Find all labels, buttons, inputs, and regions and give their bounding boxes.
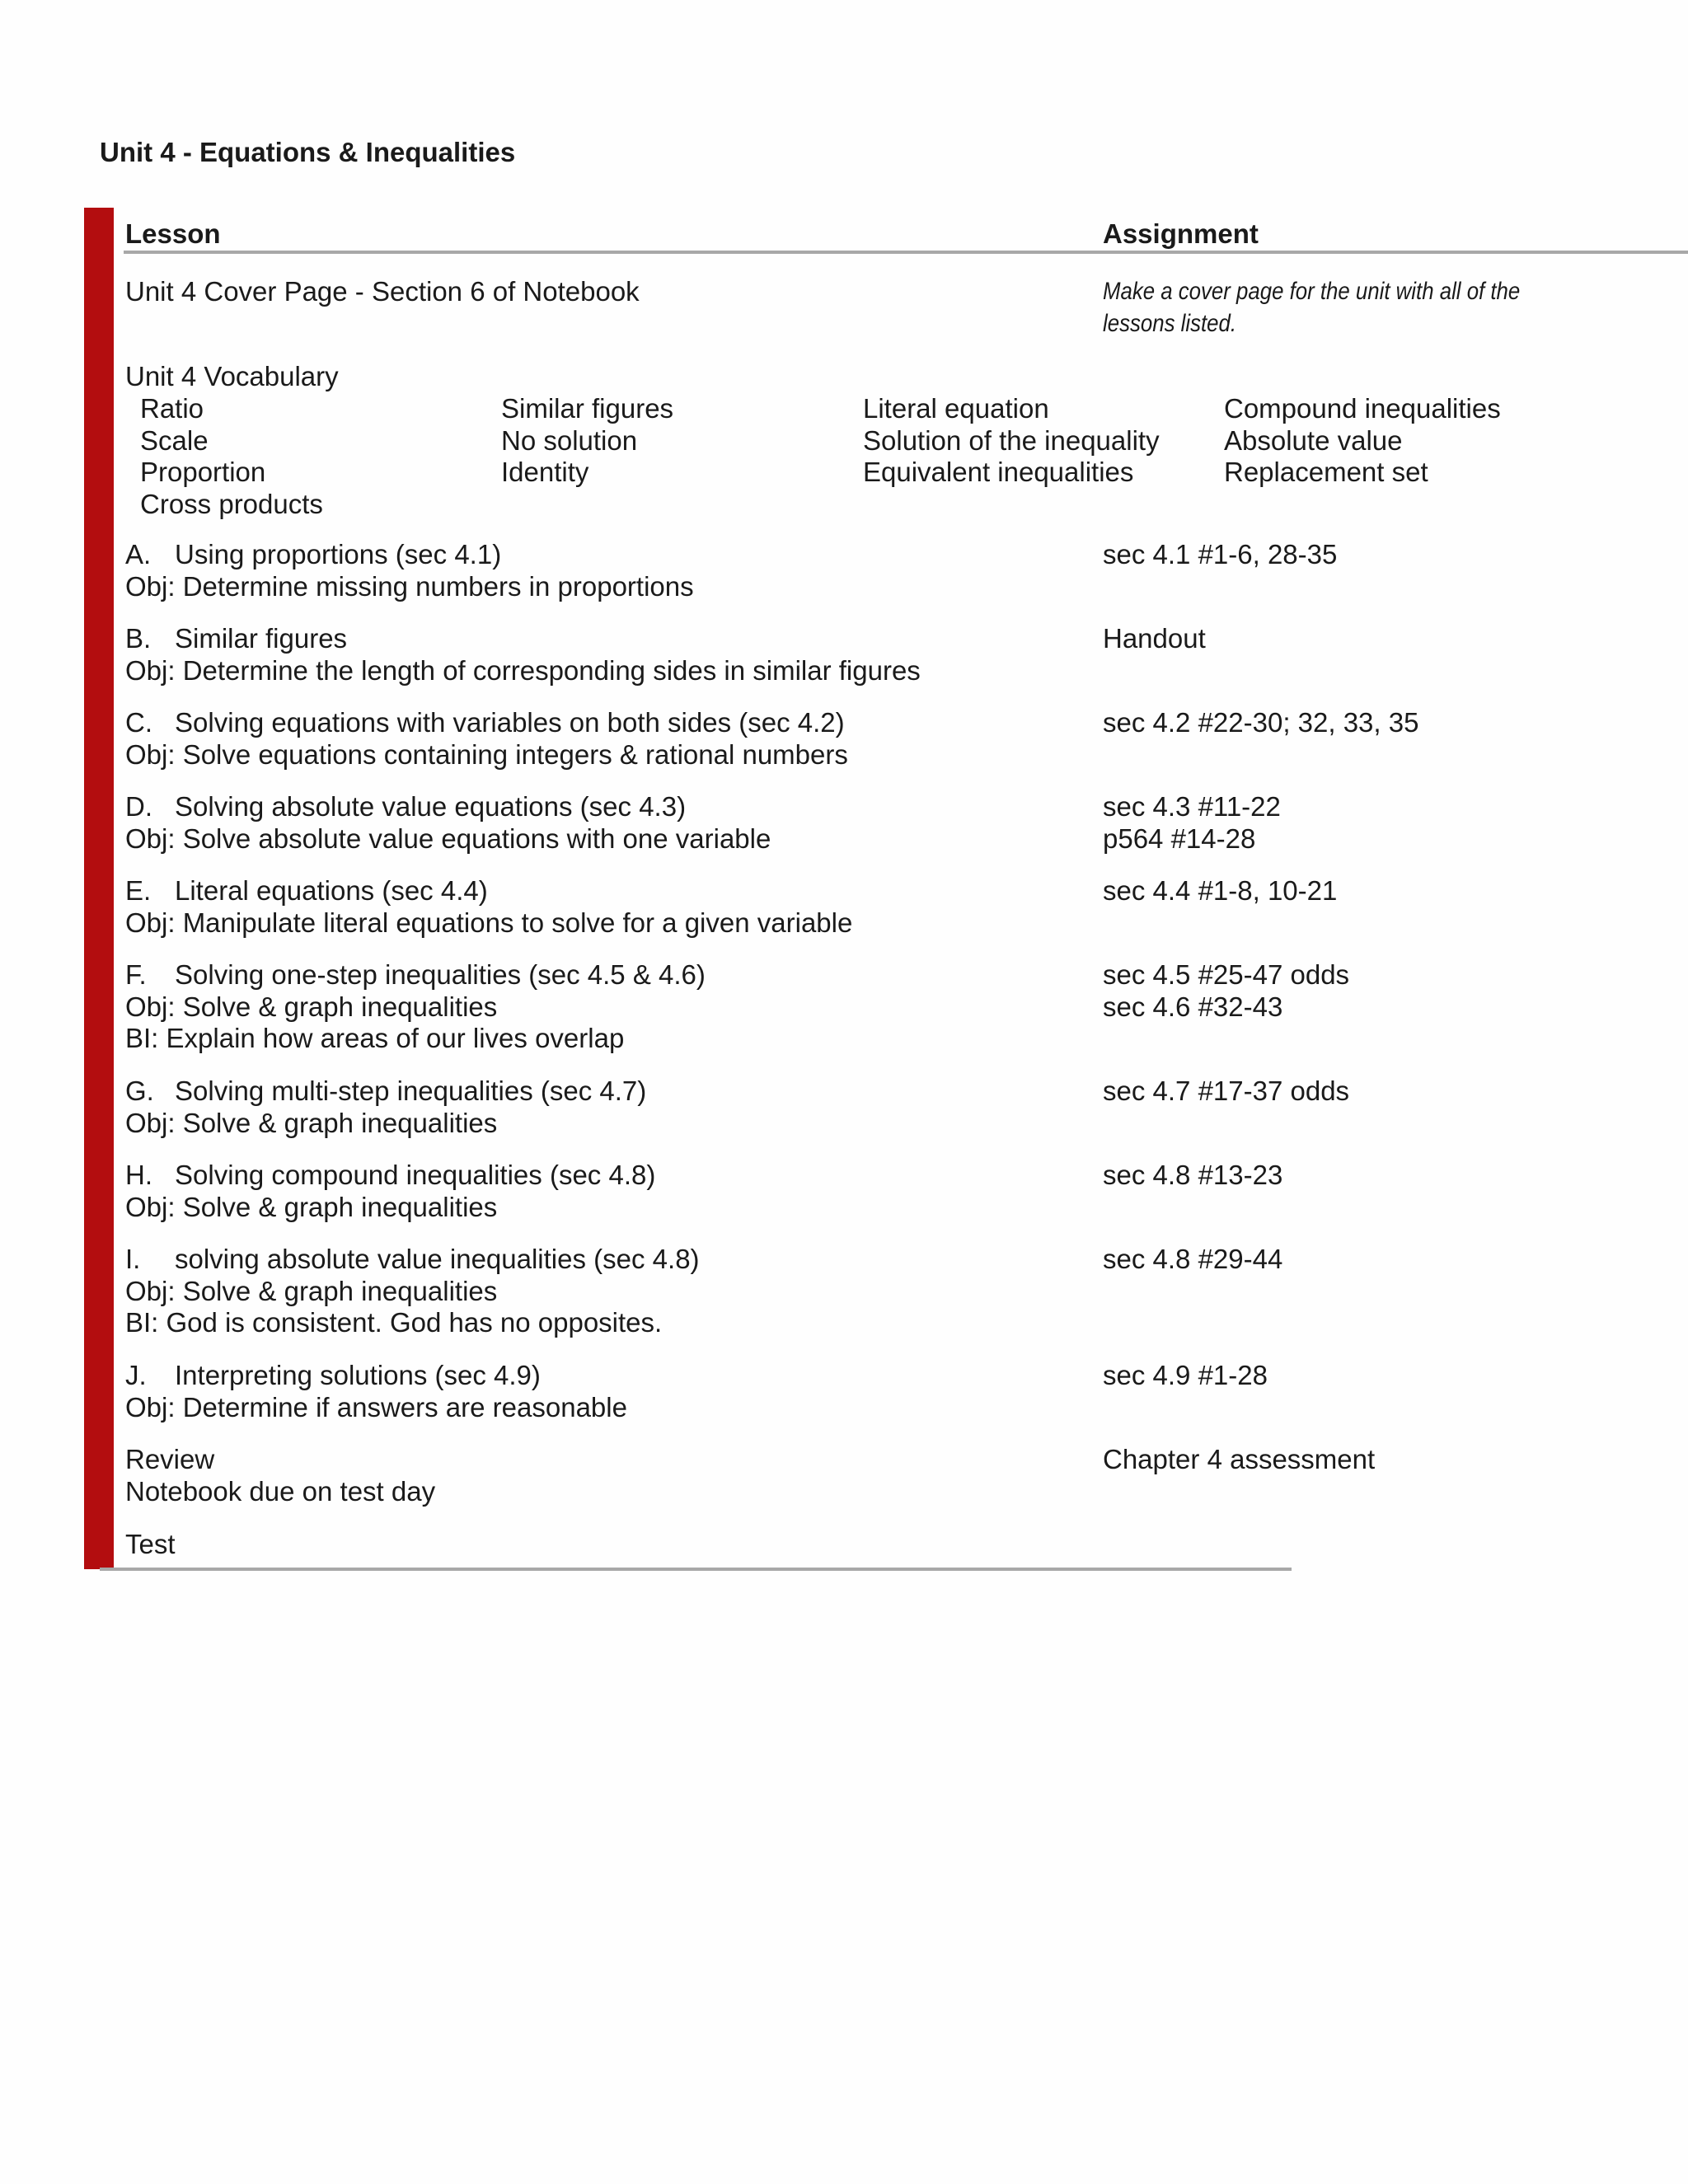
lesson-title: solving absolute value inequalities (sec 4.8) (175, 1244, 700, 1274)
lesson-objective: Obj: Determine missing numbers in proportions (125, 570, 694, 602)
vocab-term: Scale (140, 425, 209, 456)
cover-lesson: Unit 4 Cover Page - Section 6 of Notebook (125, 276, 640, 307)
lesson-title: Using proportions (sec 4.1) (175, 539, 502, 569)
lesson-item (125, 875, 852, 939)
assignment-text: p564 #14-28 (1103, 823, 1256, 854)
vocab-term: Solution of the inequality (863, 425, 1160, 456)
lesson-header: Lesson (125, 218, 221, 249)
lesson-big-idea: BI: God is consistent. God has no opposites. (125, 1307, 663, 1338)
assignment-text: sec 4.1 #1-6, 28-35 (1103, 539, 1338, 569)
lesson-assignment (1103, 1244, 1282, 1276)
assignment-text: sec 4.8 #13-23 (1103, 1160, 1283, 1190)
vocab-term: Compound inequalities (1224, 393, 1501, 424)
vocab-term: Similar figures (501, 393, 674, 424)
lesson-assignment (1103, 1160, 1282, 1192)
lesson-title: Interpreting solutions (sec 4.9) (175, 1360, 541, 1390)
lesson-title: Solving multi-step inequalities (sec 4.7) (175, 1076, 647, 1106)
lesson-letter: H. (125, 1160, 152, 1190)
vocab-term: Proportion (140, 457, 266, 487)
assignment-text: sec 4.2 #22-30; 32, 33, 35 (1103, 707, 1419, 738)
lesson-item (125, 539, 694, 602)
review-title: Review (125, 1444, 215, 1474)
assignment-text: sec 4.9 #1-28 (1103, 1360, 1268, 1390)
assignment-text: sec 4.6 #32-43 (1103, 991, 1283, 1022)
lesson-objective: Obj: Manipulate literal equations to solve for a given variable (125, 907, 853, 938)
assignment-text: Handout (1103, 623, 1206, 654)
lesson-title: Solving compound inequalities (sec 4.8) (175, 1160, 656, 1190)
lesson-title: Solving absolute value equations (sec 4.3) (175, 791, 687, 822)
assignment-text: sec 4.7 #17-37 odds (1103, 1076, 1350, 1106)
lesson-letter: I. (125, 1244, 141, 1274)
lesson-assignment (1103, 623, 1206, 655)
lesson-letter: F. (125, 959, 147, 990)
lesson-item (125, 623, 921, 687)
vocab-term: Cross products (140, 489, 323, 519)
lesson-item (125, 1360, 627, 1423)
lesson-letter: D. (125, 791, 152, 822)
lesson-letter: J. (125, 1360, 147, 1390)
lesson-assignment (1103, 875, 1337, 907)
page-title: Unit 4 - Equations & Inequalities (100, 137, 516, 167)
review-assignment (1103, 1444, 1375, 1476)
vocab-term: Equivalent inequalities (863, 457, 1134, 487)
lesson-assignment (1103, 1360, 1268, 1392)
lesson-title: Similar figures (175, 623, 348, 654)
lesson-assignment (1103, 539, 1337, 571)
bottom-divider (100, 1568, 1292, 1571)
assignment-text: Chapter 4 assessment (1103, 1444, 1376, 1474)
lesson-title: Literal equations (sec 4.4) (175, 875, 488, 906)
header-divider (124, 251, 1688, 254)
vocabulary-heading: Unit 4 Vocabulary (125, 361, 339, 391)
assignment-text: sec 4.3 #11-22 (1103, 791, 1281, 822)
lesson-objective: Obj: Determine if answers are reasonable (125, 1391, 627, 1422)
test-item: Test (125, 1529, 176, 1559)
lesson-objective: Obj: Solve & graph inequalities (125, 1107, 498, 1138)
review-item (125, 1444, 435, 1507)
lesson-letter: G. (125, 1076, 154, 1106)
lesson-item (125, 1076, 646, 1139)
lesson-letter: C. (125, 707, 152, 738)
vocab-term: Replacement set (1224, 457, 1428, 487)
lesson-assignment (1103, 707, 1418, 739)
assignment-text: sec 4.5 #25-47 odds (1103, 959, 1350, 990)
lesson-objective: Obj: Solve & graph inequalities (125, 1191, 498, 1222)
assignment-text: sec 4.4 #1-8, 10-21 (1103, 875, 1338, 906)
vocab-term: Identity (501, 457, 589, 487)
lesson-title: Solving one-step inequalities (sec 4.5 & 4.6) (175, 959, 706, 990)
lesson-objective: Obj: Solve & graph inequalities (125, 991, 498, 1022)
lesson-letter: A. (125, 539, 152, 569)
lesson-objective: Obj: Determine the length of corresponding sides in similar figures (125, 654, 921, 686)
lesson-objective: Obj: Solve & graph inequalities (125, 1275, 498, 1306)
lesson-assignment (1103, 1076, 1349, 1108)
lesson-item (125, 1244, 700, 1339)
lesson-assignment (1103, 791, 1281, 855)
lesson-item (125, 1160, 655, 1223)
assignment-header: Assignment (1103, 218, 1259, 249)
review-note: Notebook due on test day (125, 1475, 436, 1507)
lesson-letter: B. (125, 623, 152, 654)
lesson-item (125, 707, 848, 771)
vocab-term: Ratio (140, 393, 204, 424)
lesson-letter: E. (125, 875, 152, 906)
vocab-term: Absolute value (1224, 425, 1403, 456)
cover-assignment: Make a cover page for the unit with all of the lessons listed. (1103, 278, 1521, 337)
lesson-objective: Obj: Solve absolute value equations with one variable (125, 823, 771, 854)
assignment-text: sec 4.8 #29-44 (1103, 1244, 1283, 1274)
vocab-term: No solution (501, 425, 638, 456)
lesson-item (125, 959, 706, 1055)
lesson-big-idea: BI: Explain how areas of our lives overlap (125, 1023, 625, 1053)
accent-bar (84, 208, 114, 1569)
lesson-item (125, 791, 771, 855)
lesson-title: Solving equations with variables on both sides (sec 4.2) (175, 707, 845, 738)
vocab-term: Literal equation (863, 393, 1049, 424)
lesson-assignment (1103, 959, 1349, 1023)
lesson-objective: Obj: Solve equations containing integers & rational numbers (125, 738, 848, 770)
